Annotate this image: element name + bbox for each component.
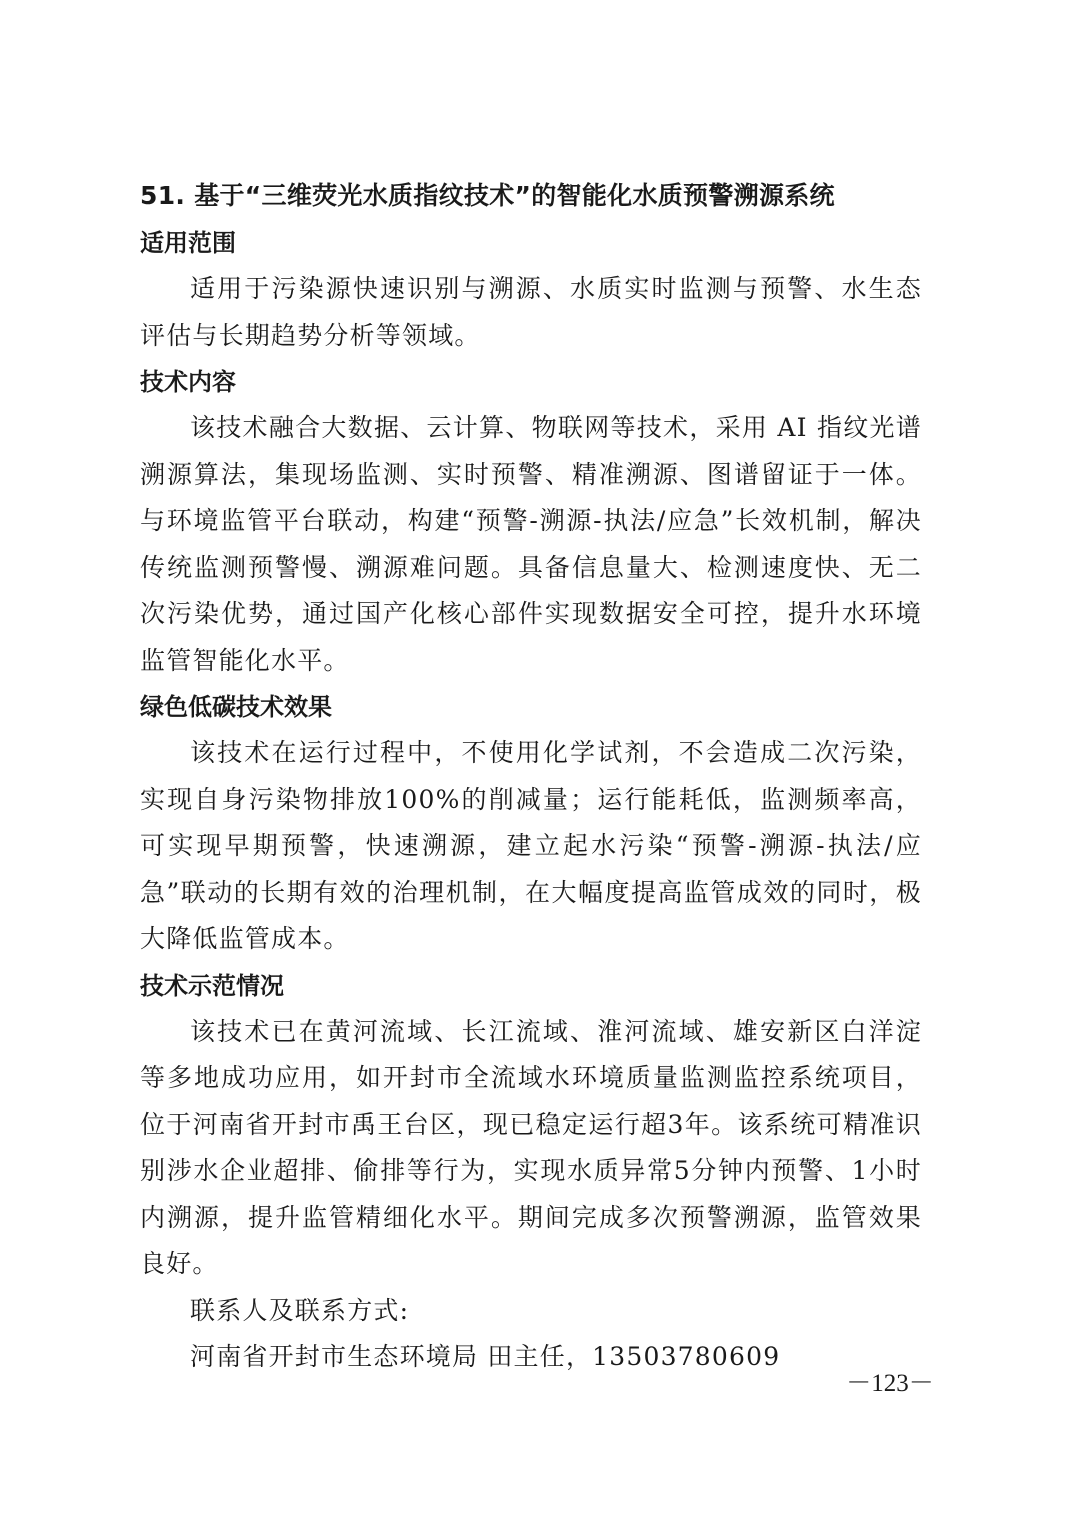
page-number: －123－ (846, 1370, 934, 1397)
section-paragraph-green-effect: 该技术在运行过程中，不使用化学试剂，不会造成二次污染，实现自身污染物排放100%的削减量；运行能耗低，监测频率高，可实现早期预警，快速溯源，建立起水污染“预警-溯源-执法/应急”联动的长期有效的治理机制，在大幅度提高监管成效的同时，极大降低监管成本。 (140, 738, 922, 953)
section-heading-technical-content: 技术内容 (140, 368, 236, 396)
section-scope (140, 220, 922, 359)
document-body (140, 172, 922, 1381)
section-paragraph-scope: 适用于污染源快速识别与溯源、水质实时监测与预警、水生态评估与长期趋势分析等领域。 (140, 274, 922, 350)
section-paragraph-demonstration: 该技术已在黄河流域、长江流域、淮河流域、雄安新区白洋淀等多地成功应用，如开封市全流域水环境质量监测监控系统项目，位于河南省开封市禹王台区，现已稳定运行超3年。该系统可精准识别涉水企业超排、偷排等行为，实现水质异常5分钟内预警、1小时内溯源，提升监管精细化水平。期间完成多次预警溯源，监管效果良好。 (140, 1016, 922, 1278)
section-technical-content (140, 359, 922, 684)
document-title: 51. 基于“三维荧光水质指纹技术”的智能化水质预警溯源系统 (140, 181, 835, 210)
contact-info: 河南省开封市生态环境局 田主任，13503780609 (190, 1342, 781, 1371)
section-demonstration (140, 963, 922, 1381)
section-heading-demonstration: 技术示范情况 (140, 971, 284, 1000)
section-heading-scope: 适用范围 (140, 229, 236, 257)
section-heading-green-effect: 绿色低碳技术效果 (140, 693, 332, 721)
section-paragraph-technical-content: 该技术融合大数据、云计算、物联网等技术，采用 AI 指纹光谱溯源算法，集现场监测、实时预警、精准溯源、图谱留证于一体。与环境监管平台联动，构建“预警-溯源-执法/应急”长效机制，解决传统监测预警慢、溯源难问题。具备信息量大、检测速度快、无二次污染优势，通过国产化核心部件实现数据安全可控，提升水环境监管智能化水平。 (140, 413, 922, 675)
section-green-effect (140, 684, 922, 963)
contact-label: 联系人及联系方式: (190, 1295, 410, 1325)
